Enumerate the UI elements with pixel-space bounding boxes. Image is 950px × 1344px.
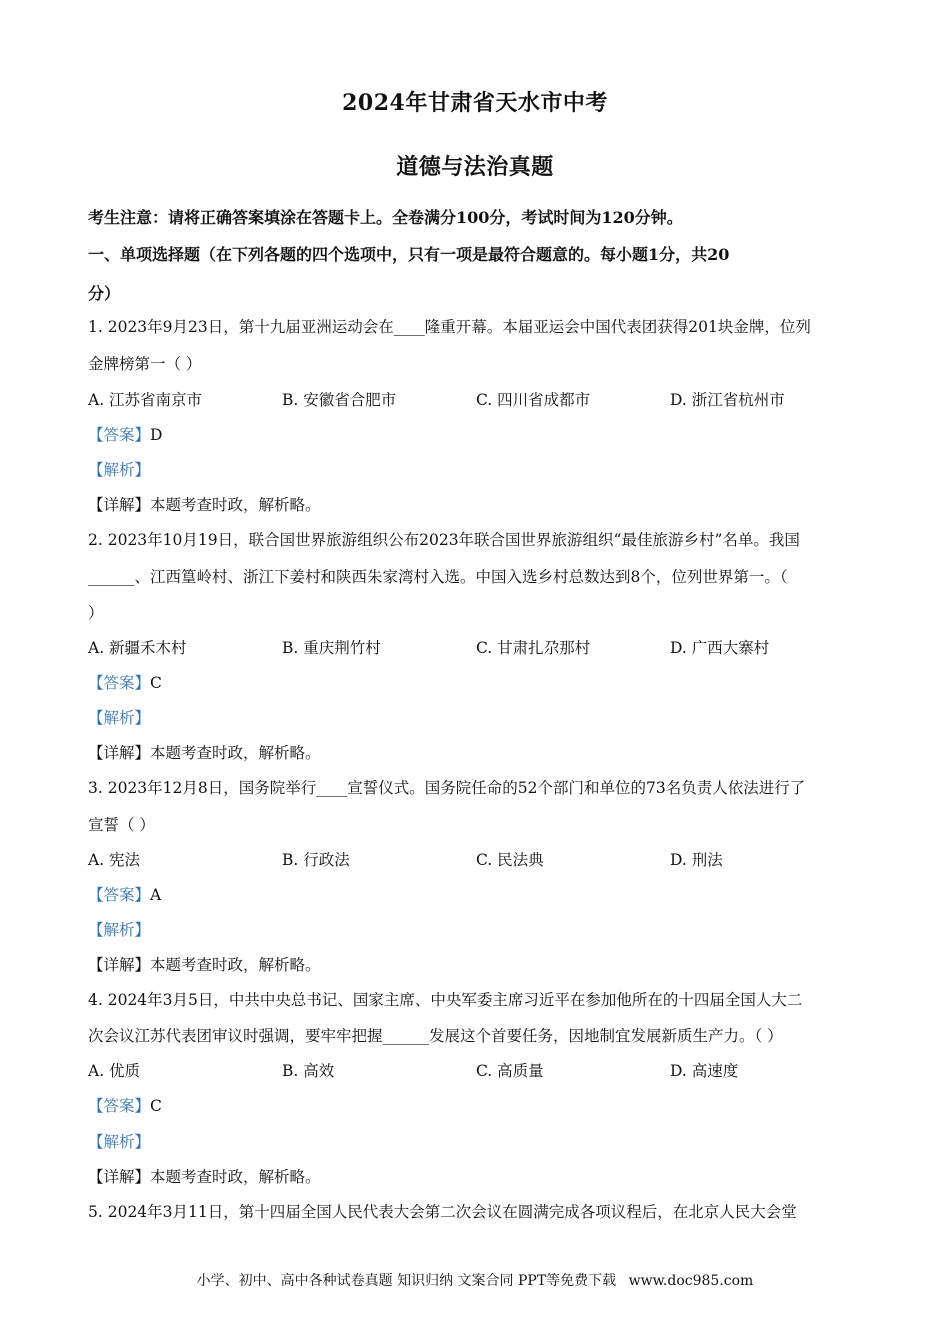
option-d: D. 高速度 (670, 1062, 739, 1080)
answer-value: C (150, 1097, 162, 1115)
question-stem: 5. 2024年3月11日，第十四届全国人民代表大会第二次会议在圆满完成各项议程后，在北京人民大会堂 (88, 1203, 797, 1221)
footer-text: 小学、初中、高中各种试卷真题 知识归纳 文案合同 PPT等免费下载 (196, 1273, 617, 1289)
analysis-label: 【解析】 (88, 921, 151, 939)
option-c: C. 甘肃扎尕那村 (476, 639, 591, 657)
detail-text: 本题考查时政，解析略。 (150, 956, 321, 974)
question-stem: 1. 2023年9月23日，第十九届亚洲运动会在____隆重开幕。本届亚运会中国代表团获得201块金牌，位列 (88, 318, 811, 336)
answer-line (88, 423, 868, 445)
option-d: D. 广西大寨村 (670, 639, 770, 657)
detail-text: 本题考查时政，解析略。 (150, 1168, 321, 1186)
option-b: B. 行政法 (282, 851, 350, 869)
analysis-label: 【解析】 (88, 461, 151, 479)
answer-label: 【答案】 (88, 674, 151, 692)
detail-line (88, 953, 868, 975)
section-heading: 一、单项选择题（在下列各题的四个选项中，只有一项是最符合题意的。每小题1分，共20 (88, 245, 730, 264)
question-stem: 宣誓（ ） (88, 816, 155, 834)
option-a: A. 宪法 (88, 851, 141, 869)
question-stem: ） (88, 604, 104, 622)
answer-value: D (150, 426, 163, 444)
question-stem: 4. 2024年3月5日，中共中央总书记、国家主席、中央军委主席习近平在参加他所在的十四届全国人大二 (88, 991, 803, 1009)
detail-label: 【详解】 (88, 1168, 151, 1186)
detail-text: 本题考查时政，解析略。 (150, 496, 321, 514)
detail-line (88, 741, 868, 763)
detail-label: 【详解】 (88, 744, 151, 762)
option-a: A. 优质 (88, 1062, 141, 1080)
analysis-label: 【解析】 (88, 709, 151, 727)
option-b: B. 安徽省合肥市 (282, 391, 397, 409)
option-b: B. 高效 (282, 1062, 335, 1080)
option-b: B. 重庆荆竹村 (282, 639, 381, 657)
option-a: A. 新疆禾木村 (88, 639, 187, 657)
page-footer (0, 1270, 950, 1290)
answer-line (88, 671, 868, 693)
exam-title: 2024年甘肃省天水市中考 (342, 90, 608, 116)
option-c: C. 四川省成都市 (476, 391, 591, 409)
exam-notice: 考生注意：请将正确答案填涂在答题卡上。全卷满分100分，考试时间为120分钟。 (88, 208, 683, 227)
question-stem: ______、江西篁岭村、浙江下姜村和陕西朱家湾村入选。中国入选乡村总数达到8个，位列世界第一。（ (88, 568, 788, 586)
section-heading-cont: 分） (88, 284, 121, 303)
answer-value: C (150, 674, 162, 692)
option-d: D. 浙江省杭州市 (670, 391, 785, 409)
footer-url[interactable]: www.doc985.com (628, 1273, 754, 1289)
analysis-label: 【解析】 (88, 1133, 151, 1151)
question-stem: 3. 2023年12月8日，国务院举行____宣誓仪式。国务院任命的52个部门和单位的73名负责人依法进行了 (88, 779, 806, 797)
option-a: A. 江苏省南京市 (88, 391, 203, 409)
option-c: C. 高质量 (476, 1062, 544, 1080)
option-d: D. 刑法 (670, 851, 723, 869)
detail-line (88, 493, 868, 515)
answer-label: 【答案】 (88, 886, 151, 904)
question-stem: 次会议江苏代表团审议时强调，要牢牢把握______发展这个首要任务，因地制宜发展新质生产力。（ ） (88, 1027, 783, 1045)
detail-label: 【详解】 (88, 956, 151, 974)
option-c: C. 民法典 (476, 851, 544, 869)
detail-text: 本题考查时政，解析略。 (150, 744, 321, 762)
detail-line (88, 1165, 868, 1187)
answer-label: 【答案】 (88, 426, 151, 444)
question-stem: 2. 2023年10月19日，联合国世界旅游组织公布2023年联合国世界旅游组织“最佳旅游乡村”名单。我国 (88, 531, 800, 549)
answer-value: A (150, 886, 162, 904)
answer-line (88, 883, 868, 905)
answer-line (88, 1094, 868, 1116)
detail-label: 【详解】 (88, 496, 151, 514)
exam-subtitle: 道德与法治真题 (396, 154, 554, 180)
question-stem: 金牌榜第一（ ） (88, 355, 202, 373)
answer-label: 【答案】 (88, 1097, 151, 1115)
